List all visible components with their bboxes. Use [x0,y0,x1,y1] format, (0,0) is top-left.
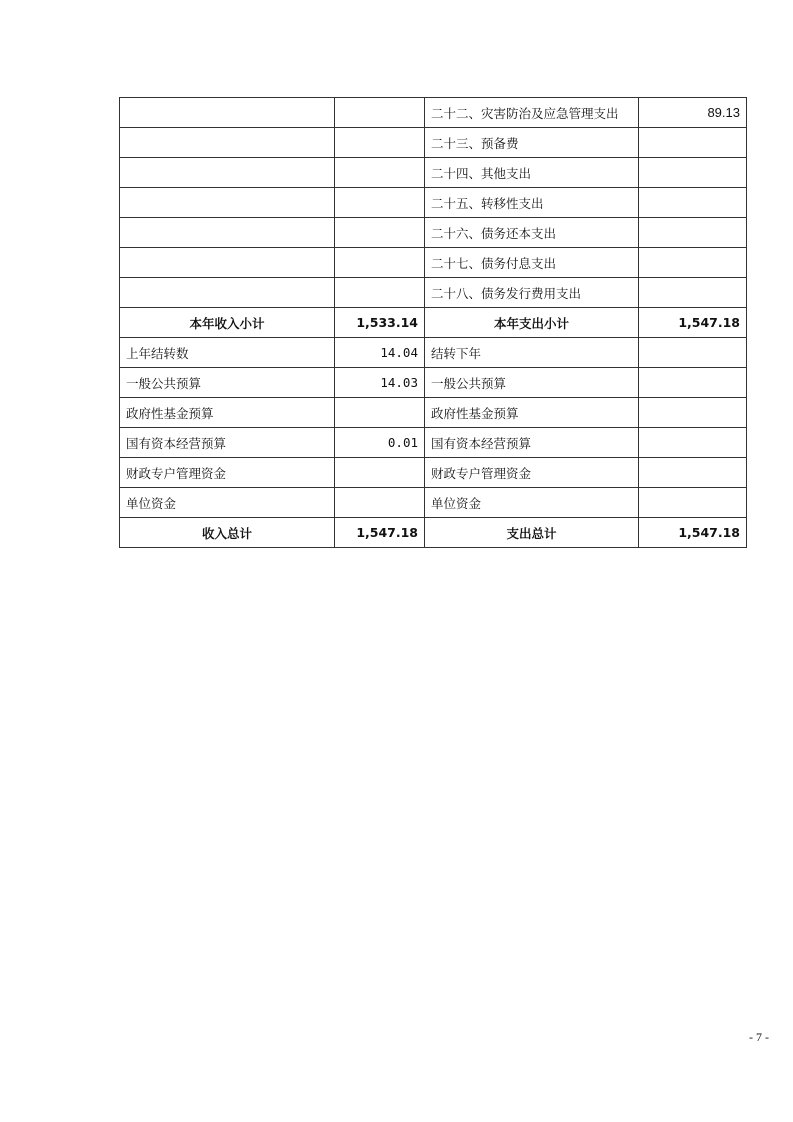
expense-label: 政府性基金预算 [425,398,639,428]
expense-value [639,188,747,218]
table-row [120,338,747,368]
expense-value [639,338,747,368]
expense-label: 二十六、债务还本支出 [425,218,639,248]
expense-label: 一般公共预算 [425,368,639,398]
expense-label: 单位资金 [425,488,639,518]
expense-label: 二十八、债务发行费用支出 [425,278,639,308]
expense-label: 国有资本经营预算 [425,428,639,458]
total-row [120,518,747,548]
expense-value [639,398,747,428]
page-number: - 7 - [749,1030,769,1044]
table-row [120,278,747,308]
income-label [120,218,335,248]
expense-subtotal-value: 1,547.18 [639,308,747,338]
expense-value [639,248,747,278]
income-label [120,278,335,308]
income-value [335,458,425,488]
income-total-label: 收入总计 [120,518,335,548]
income-label [120,128,335,158]
expense-total-value: 1,547.18 [639,518,747,548]
income-value [335,248,425,278]
income-label [120,158,335,188]
income-value [335,188,425,218]
expense-value [639,368,747,398]
table-row [120,218,747,248]
table-row [120,458,747,488]
income-value: 14.03 [335,368,425,398]
table-row [120,368,747,398]
income-value [335,488,425,518]
income-value: 14.04 [335,338,425,368]
table-row [120,398,747,428]
expense-label: 结转下年 [425,338,639,368]
expense-value [639,218,747,248]
expense-label: 二十四、其他支出 [425,158,639,188]
income-subtotal-label: 本年收入小计 [120,308,335,338]
table-row [120,128,747,158]
income-label: 上年结转数 [120,338,335,368]
income-total-value: 1,547.18 [335,518,425,548]
table-row [120,158,747,188]
expense-value [639,158,747,188]
income-value [335,128,425,158]
income-label [120,98,335,128]
expense-label: 二十七、债务付息支出 [425,248,639,278]
expense-label: 财政专户管理资金 [425,458,639,488]
subtotal-row [120,308,747,338]
income-label: 一般公共预算 [120,368,335,398]
expense-subtotal-label: 本年支出小计 [425,308,639,338]
table-row [120,98,747,128]
expense-value [639,278,747,308]
income-label [120,188,335,218]
expense-value [639,428,747,458]
expense-value [639,128,747,158]
expense-label: 二十五、转移性支出 [425,188,639,218]
income-label: 国有资本经营预算 [120,428,335,458]
budget-table [119,97,747,548]
expense-label: 二十三、预备费 [425,128,639,158]
income-label: 财政专户管理资金 [120,458,335,488]
table-row [120,488,747,518]
income-value [335,158,425,188]
table-row [120,428,747,458]
income-label: 单位资金 [120,488,335,518]
income-label [120,248,335,278]
income-value [335,98,425,128]
income-label: 政府性基金预算 [120,398,335,428]
income-value [335,398,425,428]
expense-value [639,488,747,518]
expense-label: 二十二、灾害防治及应急管理支出 [425,98,639,128]
income-value [335,278,425,308]
income-subtotal-value: 1,533.14 [335,308,425,338]
table-row [120,248,747,278]
expense-value [639,458,747,488]
income-value [335,218,425,248]
income-value: 0.01 [335,428,425,458]
expense-value: 89.13 [639,98,747,128]
expense-total-label: 支出总计 [425,518,639,548]
table-row [120,188,747,218]
